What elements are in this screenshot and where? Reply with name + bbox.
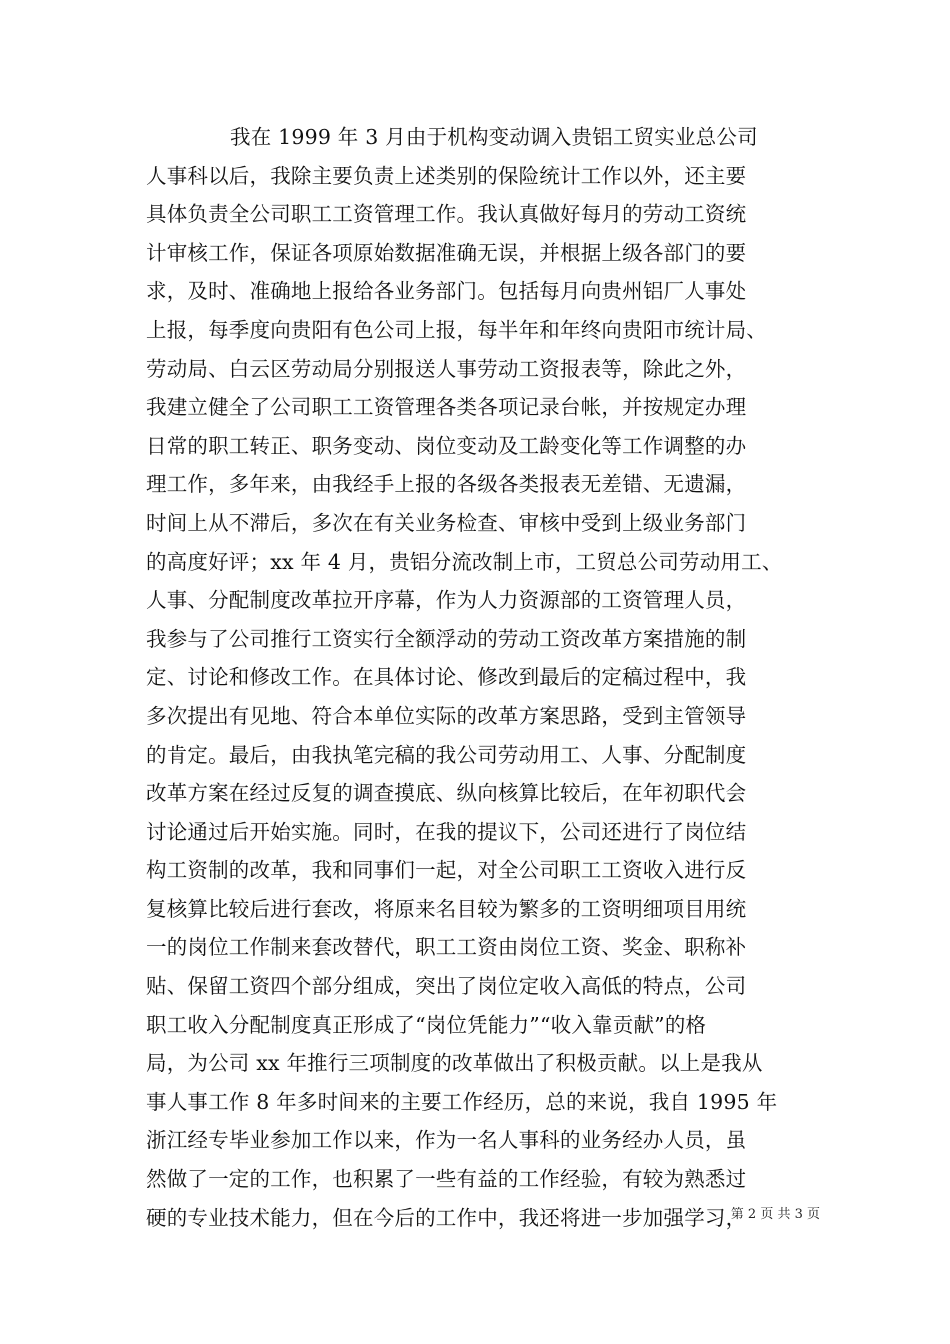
text-line: 局，为公司 xx 年推行三项制度的改革做出了积极贡献。以上是我从: [146, 1051, 763, 1076]
text-line: 定、讨论和修改工作。在具体讨论、修改到最后的定稿过程中，我: [146, 665, 747, 690]
text-line: 我建立健全了公司职工工资管理各类各项记录台帐，并按规定办理: [146, 395, 747, 420]
text-line: 我参与了公司推行工资实行全额浮动的劳动工资改革方案措施的制: [146, 626, 747, 651]
text-line: 一的岗位工作制来套改替代，职工工资由岗位工资、奖金、职称补: [146, 935, 747, 960]
text-line: 复核算比较后进行套改，将原来名目较为繁多的工资明细项目用统: [146, 896, 747, 921]
text-line: 日常的职工转正、职务变动、岗位变动及工龄变化等工作调整的办: [146, 433, 747, 458]
text-line: 我在 1999 年 3 月由于机构变动调入贵铝工贸实业总公司: [230, 125, 758, 149]
page-number-footer: 第 2 页 共 3 页: [730, 1207, 820, 1222]
text-line: 人事、分配制度改革拉开序幕，作为人力资源部的工资管理人员，: [146, 588, 747, 613]
text-line: 计审核工作，保证各项原始数据准确无误，并根据上级各部门的要: [146, 240, 747, 265]
text-line: 贴、保留工资四个部分组成，突出了岗位定收入高低的特点，公司: [146, 974, 747, 999]
text-line: 的高度好评；xx 年 4 月，贵铝分流改制上市，工贸总公司劳动用工、: [146, 549, 783, 574]
text-line: 时间上从不滞后，多次在有关业务检查、审核中受到上级业务部门: [146, 510, 747, 535]
text-line: 求，及时、准确地上报给各业务部门。包括每月向贵州铝厂人事处: [146, 279, 747, 304]
text-line: 人事科以后，我除主要负责上述类别的保险统计工作以外，还主要: [146, 163, 747, 188]
body-paragraph: [146, 118, 816, 1237]
text-line: 浙江经专毕业参加工作以来，作为一名人事科的业务经办人员，虽: [146, 1128, 747, 1153]
text-line: 多次提出有见地、符合本单位实际的改革方案思路，受到主管领导: [146, 703, 747, 728]
text-line: 职工收入分配制度真正形成了“岗位凭能力”“收入靠贡献”的格: [146, 1012, 707, 1037]
text-line: 讨论通过后开始实施。同时，在我的提议下，公司还进行了岗位结: [146, 819, 747, 844]
text-line: 理工作，多年来，由我经手上报的各级各类报表无差错、无遗漏，: [146, 472, 747, 497]
text-line: 事人事工作 8 年多时间来的主要工作经历，总的来说，我自 1995 年: [146, 1089, 778, 1114]
text-line: 具体负责全公司职工工资管理工作。我认真做好每月的劳动工资统: [146, 202, 747, 227]
text-line: 上报，每季度向贵阳有色公司上报，每半年和年终向贵阳市统计局、: [146, 317, 767, 342]
text-line: 改革方案在经过反复的调查摸底、纵向核算比较后，在年初职代会: [146, 781, 747, 806]
text-line: 然做了一定的工作，也积累了一些有益的工作经验，有较为熟悉过: [146, 1167, 747, 1192]
text-line: 的肯定。最后，由我执笔完稿的我公司劳动用工、人事、分配制度: [146, 742, 747, 767]
text-line: 劳动局、白云区劳动局分别报送人事劳动工资报表等，除此之外，: [146, 356, 747, 381]
text-line: 构工资制的改革，我和同事们一起，对全公司职工工资收入进行反: [146, 858, 747, 883]
text-line: 硬的专业技术能力，但在今后的工作中，我还将进一步加强学习，: [146, 1205, 747, 1230]
